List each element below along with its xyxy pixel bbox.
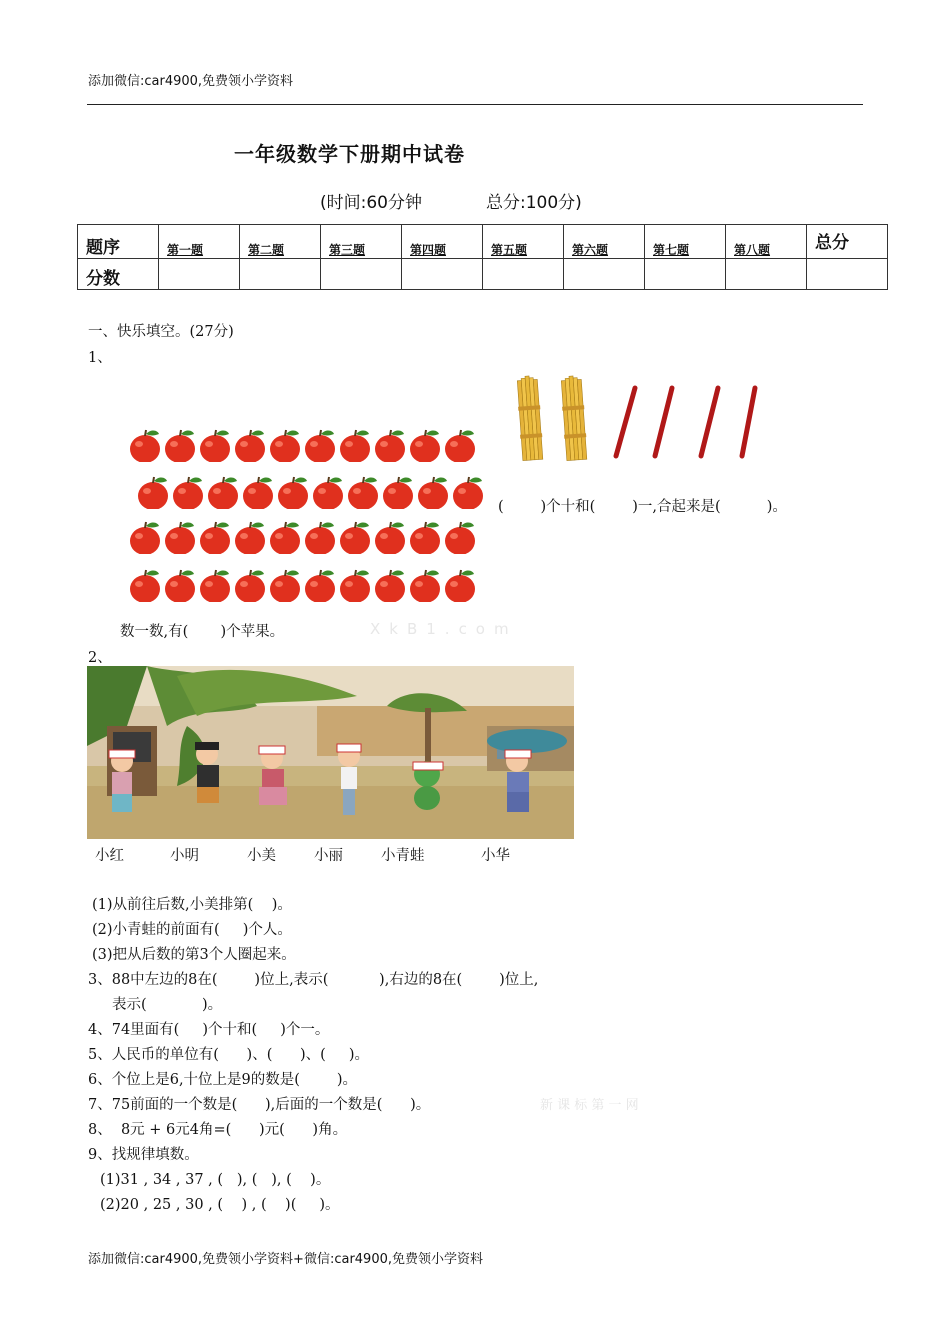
question-7: 7、75前面的一个数是( ),后面的一个数是( )。	[88, 1097, 431, 1113]
apple-icon	[163, 428, 196, 462]
apple-icon	[128, 520, 161, 554]
exam-total-score: 总分:100分)	[486, 193, 582, 213]
apple-icon	[233, 568, 266, 602]
watermark-xinkebiao: 新 课 标 第 一 网	[540, 1098, 639, 1113]
apple-icon	[128, 428, 161, 462]
column-q6: 第六题	[564, 225, 645, 259]
column-q3: 第三题	[321, 225, 402, 259]
apple-icon	[373, 520, 406, 554]
exam-subtitle	[320, 188, 582, 213]
apple-icon	[373, 428, 406, 462]
apple-icon	[268, 520, 301, 554]
apple-icon	[136, 475, 169, 509]
apple-icon	[268, 568, 301, 602]
score-cell[interactable]	[159, 259, 240, 290]
page-title: 一年级数学下册期中试卷	[234, 142, 465, 166]
apple-icon	[443, 568, 476, 602]
apple-icon	[163, 568, 196, 602]
header-divider	[87, 104, 863, 105]
column-q8: 第八题	[726, 225, 807, 259]
score-table	[77, 224, 888, 290]
section1-heading: 一、快乐填空。(27分)	[88, 324, 234, 340]
apple-icon	[303, 520, 336, 554]
apple-icon	[338, 520, 371, 554]
footer-note: 添加微信:car4900,免费领小学资料+微信:car4900,免费领小学资料	[88, 1252, 484, 1267]
column-q2: 第二题	[240, 225, 321, 259]
score-cell[interactable]	[726, 259, 807, 290]
name-xiaomei: 小美	[247, 848, 276, 864]
apple-icon	[303, 568, 336, 602]
apple-icon	[303, 428, 336, 462]
question-2-part-3: (3)把从后数的第3个人圈起来。	[92, 947, 296, 963]
apple-icon	[233, 428, 266, 462]
stick-bundles-icon	[510, 374, 770, 464]
question-6: 6、个位上是6,十位上是9的数是( )。	[88, 1072, 357, 1088]
apple-icon	[443, 428, 476, 462]
score-table-score-row	[78, 259, 888, 290]
column-total: 总分	[807, 225, 888, 259]
apple-icon	[373, 568, 406, 602]
watermark-xkb1: XkB1.com	[370, 620, 518, 638]
apple-icon	[276, 475, 309, 509]
column-q4: 第四题	[402, 225, 483, 259]
apple-icon	[198, 568, 231, 602]
column-q7: 第七题	[645, 225, 726, 259]
question-4: 4、74里面有( )个十和( )个一。	[88, 1022, 330, 1038]
apple-icon	[338, 568, 371, 602]
apple-icon	[198, 428, 231, 462]
name-xiaoli: 小丽	[314, 848, 343, 864]
question-2-part-1: (1)从前往后数,小美排第( )。	[92, 897, 292, 913]
question-9-part-2: (2)20 , 25 , 30 , ( ) , ( )( )。	[100, 1197, 340, 1213]
apple-icon	[163, 520, 196, 554]
score-cell[interactable]	[645, 259, 726, 290]
apple-icon	[233, 520, 266, 554]
question-2-number: 2、	[88, 650, 112, 666]
question-3-line-1: 3、88中左边的8在( )位上,表示( ),右边的8在( )位上,	[88, 972, 539, 988]
apple-icon	[128, 568, 161, 602]
name-xiaohua: 小华	[481, 848, 510, 864]
apple-icon	[346, 475, 379, 509]
apple-icon	[408, 568, 441, 602]
apple-icon	[338, 428, 371, 462]
score-cell[interactable]	[807, 259, 888, 290]
header-note: 添加微信:car4900,免费领小学资料	[88, 74, 294, 89]
question-8: 8、 8元 + 6元4角=( )元( )角。	[88, 1122, 348, 1138]
apple-icon	[451, 475, 484, 509]
apple-icon	[408, 520, 441, 554]
score-cell[interactable]	[240, 259, 321, 290]
apple-icon	[206, 475, 239, 509]
question-1-number: 1、	[88, 350, 112, 366]
column-q5: 第五题	[483, 225, 564, 259]
question-3-line-2: 表示( )。	[112, 997, 223, 1013]
counting-sticks	[510, 374, 770, 464]
apple-icon	[198, 520, 231, 554]
score-cell[interactable]	[321, 259, 402, 290]
apple-icon	[443, 520, 476, 554]
exam-time: (时间:60分钟	[320, 193, 422, 213]
row-label-score: 分数	[78, 259, 159, 290]
name-xiaoqingwa: 小青蛙	[381, 848, 425, 864]
apple-icon	[268, 428, 301, 462]
name-xiaoming: 小明	[170, 848, 199, 864]
apple-icon	[381, 475, 414, 509]
apple-icon	[311, 475, 344, 509]
apple-icon	[416, 475, 449, 509]
apple-icon	[241, 475, 274, 509]
question-1-apples-text: 数一数,有( )个苹果。	[120, 624, 285, 640]
name-xiaohong: 小红	[95, 848, 124, 864]
score-cell[interactable]	[483, 259, 564, 290]
apple-grid	[0, 0, 950, 620]
question-1-sticks-text: ( )个十和( )一,合起来是( )。	[498, 499, 787, 515]
scene-icon	[87, 666, 574, 839]
score-cell[interactable]	[564, 259, 645, 290]
question-9-part-1: (1)31 , 34 , 37 , ( ), ( ), ( )。	[100, 1172, 331, 1188]
row-label-order: 题序	[78, 225, 159, 259]
question-2-part-2: (2)小青蛙的前面有( )个人。	[92, 922, 292, 938]
score-table-header-row	[78, 225, 888, 259]
question-9: 9、找规律填数。	[88, 1147, 199, 1163]
question-5: 5、人民币的单位有( )、( )、( )。	[88, 1047, 370, 1063]
apple-icon	[408, 428, 441, 462]
column-q1: 第一题	[159, 225, 240, 259]
score-cell[interactable]	[402, 259, 483, 290]
apple-icon	[171, 475, 204, 509]
children-queue-illustration	[87, 666, 574, 839]
